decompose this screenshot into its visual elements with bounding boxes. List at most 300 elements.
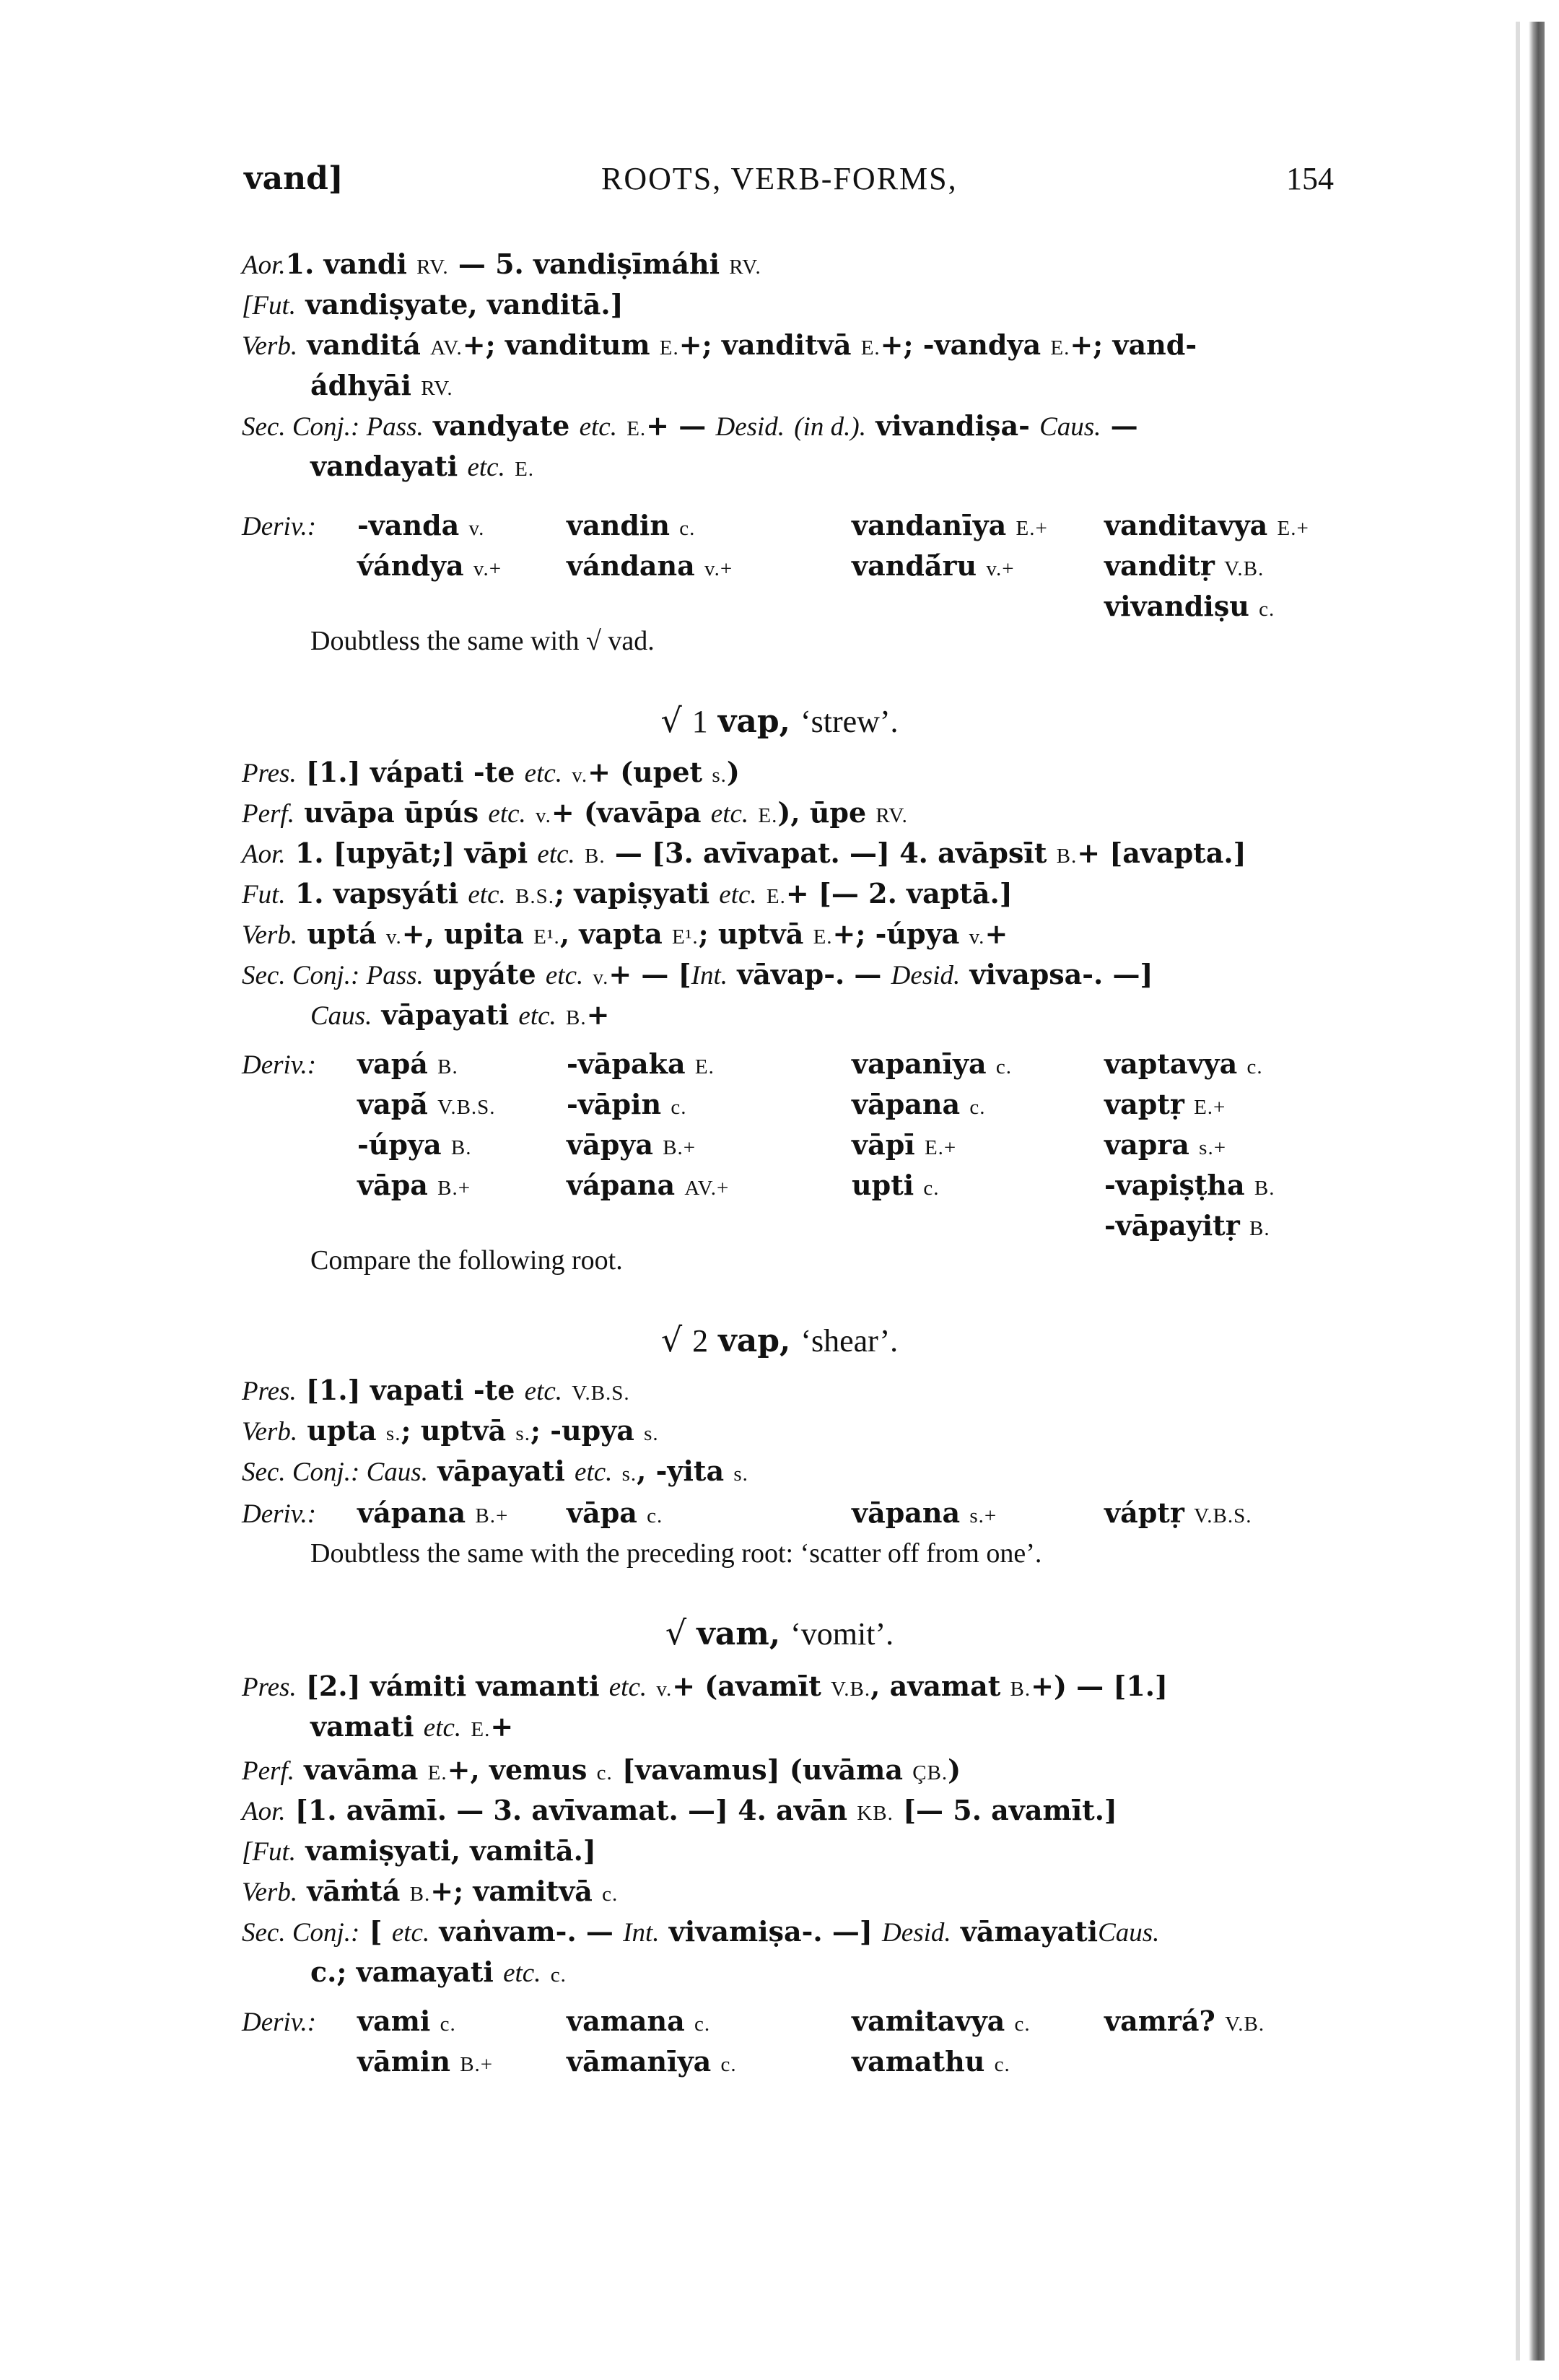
form-text: +) — [1.] — [1031, 1670, 1169, 1702]
entry-label: [Fut. — [242, 1837, 297, 1867]
deriv-source: c. — [969, 1096, 986, 1119]
deriv-label-text: Deriv.: — [242, 512, 317, 541]
deriv-source: E.+ — [924, 1136, 957, 1159]
deriv-word: vami — [357, 2005, 440, 2037]
form-text: vāpayati — [427, 1455, 565, 1487]
entry-label: Fut. — [242, 880, 286, 910]
entry-line — [310, 1952, 567, 1995]
form-text: + — [984, 917, 1008, 950]
form-text: upyáte — [423, 958, 536, 990]
entry-line — [242, 752, 740, 795]
deriv-form — [357, 1493, 508, 1536]
source-abbrev: E. — [766, 885, 786, 908]
form-text: vāmayati — [951, 1915, 1099, 1948]
deriv-form — [357, 2041, 493, 2085]
source-abbrev: v. — [536, 804, 551, 827]
etc-abbrev: etc. — [579, 412, 617, 442]
source-abbrev: B. — [1010, 1678, 1031, 1701]
etc-abbrev: etc. — [488, 799, 526, 829]
deriv-word: vapra — [1104, 1128, 1200, 1161]
root-gloss: ‘shear’. — [800, 1323, 899, 1359]
form-text: + (vavāpa — [551, 796, 702, 829]
deriv-source: V.B. — [1224, 557, 1265, 580]
source-abbrev: V.B.S. — [572, 1382, 630, 1405]
binding-edge — [1529, 22, 1545, 2361]
deriv-source: c. — [647, 1504, 663, 1527]
source-abbrev: AV. — [430, 336, 463, 359]
form-text: 1. vapsyáti — [285, 877, 459, 910]
entry-label: Verb. — [242, 1878, 298, 1907]
deriv-form — [1104, 1206, 1270, 1249]
deriv-source: v.+ — [704, 557, 733, 580]
deriv-source: v.+ — [986, 557, 1015, 580]
deriv-form — [567, 1084, 686, 1128]
deriv-source: s.+ — [969, 1504, 997, 1527]
etc-abbrev: etc. — [710, 799, 749, 829]
source-abbrev: E. — [626, 417, 647, 440]
entry-label: Int. — [623, 1918, 660, 1948]
deriv-source: c. — [440, 2013, 456, 2036]
entry-label: Sec. Conj.: Caus. — [242, 1457, 428, 1487]
deriv-form — [567, 2041, 737, 2085]
etc-abbrev: etc. — [608, 1673, 647, 1702]
entry-line — [242, 1370, 630, 1413]
deriv-word: vanditavya — [1104, 509, 1278, 541]
form-text: ), ūpe — [777, 796, 867, 829]
deriv-form — [852, 546, 1015, 589]
form-text: vavāma — [294, 1753, 419, 1786]
form-text: , vapta — [559, 917, 663, 950]
entry-line — [242, 1750, 961, 1793]
source-abbrev: v. — [593, 966, 609, 989]
root-number: 1 — [691, 704, 708, 739]
form-text: +; vanditvā — [678, 328, 852, 361]
deriv-form — [1104, 1493, 1252, 1536]
form-text: [1.] vápati -te — [296, 756, 515, 788]
source-abbrev: ÇB. — [912, 1761, 948, 1784]
source-abbrev: E. — [659, 336, 679, 359]
deriv-source: E.+ — [1277, 517, 1309, 540]
entry-label: Desid. — [891, 961, 961, 990]
form-text: vāvap-. — — [728, 958, 891, 990]
etc-abbrev: etc. — [468, 880, 506, 910]
deriv-word: vandin — [567, 509, 680, 541]
entry-line — [242, 1666, 1168, 1709]
deriv-word: vápana — [357, 1496, 476, 1529]
deriv-form — [1104, 586, 1275, 629]
entry-line — [242, 325, 1197, 368]
form-text: 1. [upyāt;] vāpi — [285, 837, 528, 869]
deriv-form — [357, 2001, 456, 2044]
entry-line — [242, 244, 761, 287]
entry-label: Pres. — [242, 759, 297, 788]
deriv-word: -vanda — [357, 509, 469, 541]
etc-abbrev: etc. — [719, 880, 757, 910]
deriv-source: B.+ — [663, 1136, 696, 1159]
form-text: vāpayati — [372, 998, 510, 1031]
source-abbrev: E¹. — [533, 925, 560, 949]
deriv-word: vápana — [567, 1169, 685, 1201]
entry-label: Desid. — [715, 412, 785, 442]
entry-line — [242, 1411, 659, 1454]
deriv-word: -úpya — [357, 1128, 451, 1161]
form-text: vanditá — [297, 328, 421, 361]
deriv-source: V.B.S. — [437, 1096, 496, 1119]
form-text: + (avamīt — [672, 1670, 821, 1702]
deriv-word: vanditṛ — [1104, 549, 1225, 582]
entry-note: Compare the following root. — [310, 1245, 623, 1276]
deriv-word: -vāpin — [567, 1088, 671, 1120]
deriv-label-text: Deriv.: — [242, 1050, 317, 1080]
deriv-label — [242, 505, 316, 547]
deriv-form — [1104, 1084, 1226, 1128]
form-text: + — [ — [608, 958, 691, 990]
form-text: ádhyāi — [310, 369, 411, 401]
form-text: [— 5. avamīt.] — [893, 1794, 1117, 1826]
root-number: 2 — [692, 1323, 709, 1359]
entry-label: Caus. — [1098, 1918, 1160, 1948]
deriv-word: upti — [852, 1169, 924, 1201]
deriv-form — [357, 1165, 471, 1208]
form-text: uvāpa ūpús — [294, 796, 479, 829]
form-text: vamiṣyati, vamitā.] — [296, 1834, 596, 1867]
root-heading-vap2 — [0, 1318, 1559, 1363]
deriv-word: vándana — [567, 549, 705, 582]
etc-abbrev: etc. — [467, 453, 505, 482]
deriv-source: E.+ — [1194, 1096, 1226, 1119]
source-abbrev: RV. — [875, 804, 908, 827]
etc-abbrev: etc. — [391, 1918, 430, 1948]
entry-label: Sec. Conj.: Pass. — [242, 412, 424, 442]
page-number: 154 — [1286, 161, 1334, 196]
deriv-source: B.+ — [475, 1504, 509, 1527]
root-sign-icon: √ — [660, 1320, 683, 1359]
deriv-form — [567, 1165, 729, 1208]
form-text: + — — [646, 409, 716, 442]
deriv-word: vāmanīya — [567, 2045, 721, 2078]
form-text: upta — [297, 1414, 377, 1447]
entry-label: Desid. — [882, 1918, 951, 1948]
deriv-word: -vapiṣṭha — [1104, 1169, 1254, 1201]
entry-label: Sec. Conj.: — [242, 1918, 360, 1948]
form-text: vandayati — [310, 450, 458, 482]
deriv-source: B. — [450, 1136, 472, 1159]
form-text: vivapsa-. —] — [960, 958, 1153, 990]
deriv-source: c. — [679, 517, 696, 540]
form-text: [1.] vapati -te — [296, 1374, 515, 1406]
deriv-source: E. — [694, 1055, 715, 1078]
form-text: vandiṣyate, vanditā.] — [296, 288, 624, 321]
source-abbrev: E. — [758, 804, 778, 827]
deriv-source: v.+ — [473, 557, 502, 580]
source-abbrev: E. — [1050, 336, 1070, 359]
deriv-word: vamrá? — [1104, 2005, 1226, 2037]
entry-label: Verb. — [242, 331, 298, 361]
form-text: , avamat — [870, 1670, 1001, 1702]
deriv-label — [242, 2001, 316, 2043]
deriv-source: V.B. — [1225, 2013, 1265, 2036]
deriv-source: B.+ — [437, 1177, 471, 1200]
etc-abbrev: etc. — [423, 1713, 462, 1743]
deriv-word: vāpa — [567, 1496, 647, 1529]
entry-line — [242, 1790, 1117, 1834]
deriv-form — [357, 1044, 458, 1087]
binding-shadow — [1516, 22, 1520, 2361]
etc-abbrev: etc. — [575, 1457, 613, 1487]
deriv-word: vāmin — [357, 2045, 460, 2078]
deriv-form — [357, 546, 502, 589]
source-abbrev: s. — [733, 1463, 748, 1486]
source-abbrev: E. — [813, 925, 833, 949]
entry-label: Pres. — [242, 1673, 297, 1702]
source-abbrev: RV. — [416, 256, 449, 279]
deriv-form — [567, 546, 733, 589]
etc-abbrev: etc. — [537, 840, 575, 869]
deriv-source: V.B.S. — [1194, 1504, 1252, 1527]
deriv-label — [242, 1493, 316, 1535]
deriv-word: v́ándya — [357, 549, 473, 582]
entry-label: Verb. — [242, 1417, 298, 1447]
deriv-word: vandā́ru — [852, 549, 987, 582]
deriv-word: vaptavya — [1104, 1047, 1247, 1080]
form-text: + [— 2. vaptā.] — [785, 877, 1013, 910]
deriv-word: váptṛ — [1104, 1496, 1195, 1529]
form-text: vivandiṣa- — [865, 409, 1040, 442]
entry-line — [310, 995, 609, 1038]
entry-label: Caus. — [1039, 412, 1101, 442]
root-heading-vap1 — [0, 699, 1559, 744]
form-text: vivamiṣa-. —] — [659, 1915, 883, 1948]
deriv-source: c. — [1246, 1055, 1263, 1078]
entry-label: Perf. — [242, 799, 294, 829]
deriv-form — [852, 1084, 986, 1128]
entry-line — [242, 833, 1246, 876]
entry-line — [242, 1831, 596, 1873]
header-title: ROOTS, VERB-FORMS, — [601, 161, 958, 196]
deriv-word: vāpa — [357, 1169, 438, 1201]
entry-label: [Fut. — [242, 291, 297, 321]
form-text: ; uptvā — [401, 1414, 507, 1447]
deriv-source: s.+ — [1199, 1136, 1227, 1159]
form-text: +, upita — [401, 917, 524, 950]
deriv-form — [357, 1084, 496, 1128]
etc-abbrev: etc. — [503, 1958, 541, 1988]
deriv-source: c. — [994, 2053, 1010, 2076]
source-abbrev: RV. — [729, 256, 761, 279]
deriv-word: vamana — [567, 2005, 695, 2037]
entry-line — [242, 914, 1008, 957]
deriv-form — [1104, 1044, 1263, 1087]
deriv-word: vamitavya — [852, 2005, 1015, 2037]
deriv-form — [852, 1165, 940, 1208]
source-abbrev: E. — [427, 1761, 447, 1784]
entry-note: Doubtless the same with the preceding root: ‘scatter off from one’. — [310, 1538, 1042, 1569]
deriv-source: v. — [468, 517, 485, 540]
entry-label: Verb. — [242, 920, 298, 950]
root-sign-icon: √ — [665, 1613, 687, 1652]
deriv-form — [852, 1125, 956, 1168]
form-text: c.; vamayati — [310, 1956, 494, 1988]
source-abbrev: c. — [602, 1883, 619, 1906]
root-sign-icon: √ — [660, 701, 682, 740]
deriv-source: c. — [720, 2053, 737, 2076]
deriv-source: c. — [671, 1096, 687, 1119]
deriv-source: c. — [1014, 2013, 1031, 2036]
entry-line — [242, 1871, 618, 1914]
entry-line — [242, 873, 1013, 917]
entry-line — [242, 406, 1138, 449]
deriv-source: c. — [995, 1055, 1013, 1078]
source-abbrev: s. — [515, 1422, 530, 1445]
entry-line — [242, 954, 1153, 998]
entry-line — [242, 1451, 748, 1494]
form-text: uptá — [297, 917, 377, 950]
form-text: — 5. vandiṣīmáhi — [448, 248, 720, 280]
source-abbrev: B.S. — [515, 885, 554, 908]
form-text: + — [586, 998, 610, 1031]
source-abbrev: v. — [656, 1678, 673, 1701]
deriv-form — [357, 505, 484, 549]
form-text: + [avapta.] — [1077, 837, 1246, 869]
entry-label: Perf. — [242, 1756, 294, 1786]
deriv-source: c. — [694, 2013, 711, 2036]
deriv-source: c. — [1259, 598, 1275, 621]
entry-label: Aor. — [242, 250, 286, 280]
deriv-word: vapá — [357, 1047, 438, 1080]
deriv-form — [1104, 1125, 1226, 1168]
form-text: [ — [359, 1915, 383, 1948]
deriv-source: E.+ — [1016, 517, 1048, 540]
source-abbrev: s. — [621, 1463, 637, 1486]
deriv-word: vapā́ — [357, 1088, 438, 1120]
form-text: ; uptvā — [698, 917, 804, 950]
etc-abbrev: etc. — [524, 759, 563, 788]
form-text: +; vamitvā — [430, 1875, 593, 1907]
entry-label: Aor. — [242, 1797, 286, 1826]
form-text: vaṅvam-. — — [429, 1915, 624, 1948]
deriv-word: -vāpaka — [567, 1047, 695, 1080]
deriv-word: vāpī — [852, 1128, 925, 1161]
entry-line — [242, 793, 908, 836]
form-text: ) — [948, 1753, 961, 1786]
deriv-form — [1104, 2001, 1265, 2044]
deriv-form — [1104, 546, 1264, 589]
form-text: ) — [726, 756, 740, 788]
form-text: — — [1101, 409, 1138, 442]
deriv-source: B. — [1249, 1217, 1270, 1240]
form-text: vamati — [310, 1710, 414, 1743]
entry-label: Caus. — [310, 1001, 372, 1031]
form-text: vandyate — [423, 409, 570, 442]
source-abbrev: E. — [515, 458, 535, 481]
etc-abbrev: etc. — [524, 1377, 563, 1406]
source-abbrev: KB. — [857, 1802, 894, 1825]
deriv-form — [567, 1125, 696, 1168]
deriv-label-text: Deriv.: — [242, 1499, 317, 1529]
source-abbrev: c. — [550, 1963, 567, 1987]
deriv-label-text: Deriv.: — [242, 2008, 317, 2037]
deriv-form — [852, 2001, 1031, 2044]
deriv-form — [567, 2001, 710, 2044]
entry-label: Sec. Conj.: Pass. — [242, 961, 424, 990]
deriv-source: AV.+ — [684, 1177, 730, 1200]
deriv-word: vamathu — [852, 2045, 995, 2078]
source-abbrev: B. — [566, 1006, 587, 1029]
root-heading-vam — [0, 1611, 1559, 1656]
form-text: vāṁtá — [297, 1875, 401, 1907]
source-abbrev: s. — [712, 764, 727, 787]
entry-line — [242, 284, 624, 326]
root-name: vam, — [696, 1616, 781, 1652]
source-abbrev: E. — [471, 1718, 491, 1741]
root-name: vap, — [718, 1322, 791, 1359]
deriv-form — [852, 1044, 1012, 1087]
deriv-word: vandanīya — [852, 509, 1016, 541]
form-text: +, vemus — [447, 1753, 588, 1786]
deriv-label — [242, 1044, 316, 1086]
deriv-form — [567, 1493, 663, 1536]
source-abbrev: v. — [385, 925, 402, 949]
deriv-word: vivandiṣu — [1104, 590, 1259, 622]
deriv-word: vāpya — [567, 1128, 663, 1161]
entry-label: Pres. — [242, 1377, 297, 1406]
form-text: ; vapiṣyati — [554, 877, 710, 910]
source-abbrev: V.B. — [831, 1678, 871, 1701]
form-text: +; -vandya — [880, 328, 1041, 361]
form-text: +; -úpya — [832, 917, 960, 950]
deriv-source: B.+ — [460, 2053, 494, 2076]
form-text: +; vanditum — [462, 328, 650, 361]
root-gloss: ‘vomit’. — [790, 1616, 894, 1652]
deriv-word: vapanīya — [852, 1047, 996, 1080]
running-header — [244, 160, 1334, 211]
source-abbrev: s. — [385, 1422, 401, 1445]
entry-label: Int. — [691, 961, 728, 990]
entry-line — [310, 446, 534, 489]
form-text: [1. avāmī. — 3. avīvamat. —] 4. avān — [285, 1794, 848, 1826]
header-entry: vand] — [244, 160, 344, 197]
source-abbrev: B. — [409, 1883, 431, 1906]
source-abbrev: E¹. — [671, 925, 699, 949]
source-abbrev: RV. — [421, 377, 453, 400]
root-name: vap, — [717, 703, 790, 740]
source-abbrev: B. — [585, 845, 606, 868]
root-gloss: ‘strew’. — [800, 704, 899, 739]
etc-abbrev: (in d.). — [794, 412, 866, 442]
source-abbrev: c. — [596, 1761, 613, 1784]
source-abbrev: v. — [969, 925, 985, 949]
deriv-form — [852, 505, 1048, 549]
entry-label: Aor. — [242, 840, 286, 869]
deriv-form — [357, 1125, 472, 1168]
deriv-form — [852, 2041, 1010, 2085]
form-text: +; vand- — [1070, 328, 1197, 361]
deriv-form — [567, 1044, 715, 1087]
entry-line — [242, 1912, 1159, 1953]
source-abbrev: E. — [860, 336, 881, 359]
form-text: , -yita — [637, 1455, 725, 1487]
etc-abbrev: etc. — [518, 1001, 556, 1031]
form-text: [vavamus] (uvāma — [612, 1753, 903, 1786]
entry-line — [310, 365, 453, 409]
deriv-source: c. — [923, 1177, 940, 1200]
deriv-word: vāpana — [852, 1088, 970, 1120]
deriv-form — [567, 505, 695, 549]
etc-abbrev: etc. — [545, 961, 584, 990]
source-abbrev: v. — [572, 764, 588, 787]
source-abbrev: s. — [644, 1422, 659, 1445]
form-text: — [3. avīvapat. —] 4. avāpsīt — [605, 837, 1047, 869]
